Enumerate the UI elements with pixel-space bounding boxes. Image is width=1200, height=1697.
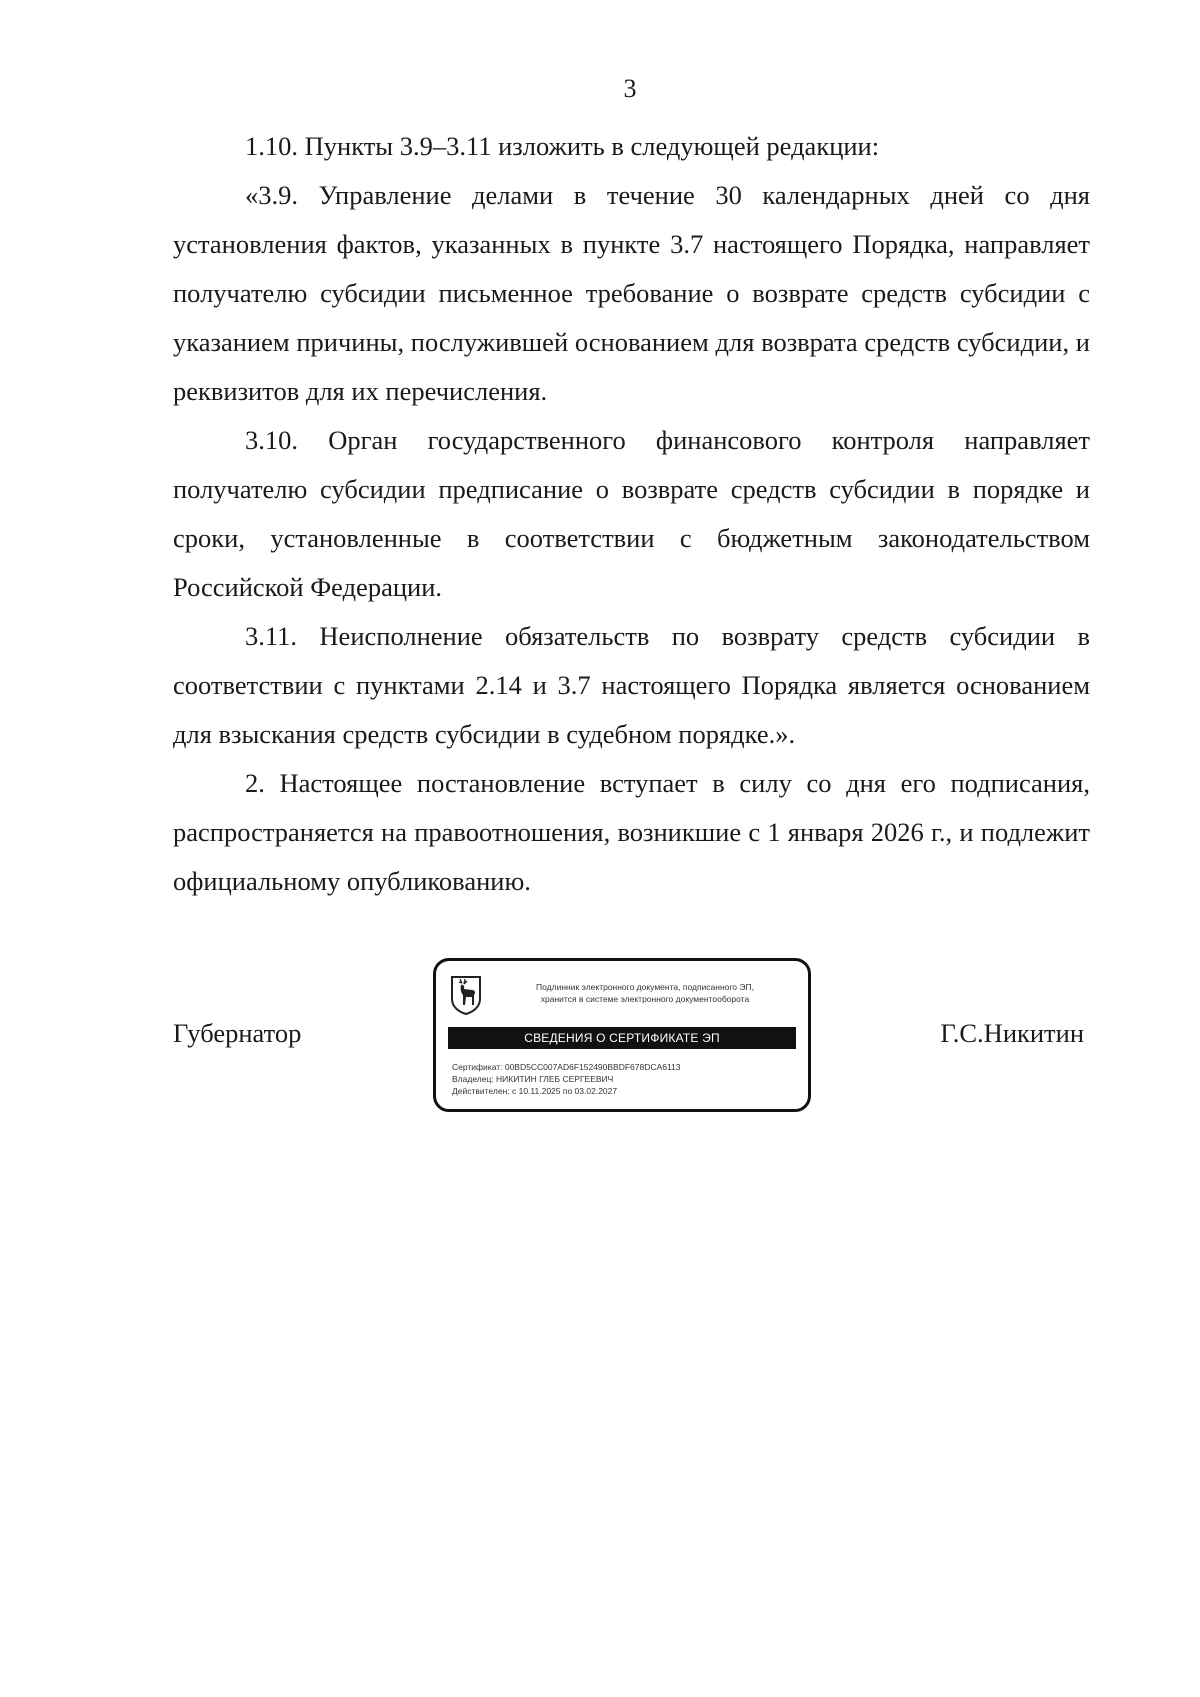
paragraph-3-11: 3.11. Неисполнение обязательств по возврату средств субсидии в соответствии с пунктами 2.14 и 3.7 настоящего Порядка является основанием для взыскания средств субсидии в судебном порядке.». [173,621,1090,749]
signer-name: Г.С.Никитин [940,1018,1084,1048]
stamp-validity: Действителен: с 10.11.2025 по 03.02.2027 [452,1086,618,1096]
stamp-certificate: Сертификат: 00BD5CC007AD6F152490BBDF678DCA6113 [452,1062,681,1072]
paragraph-1-10: 1.10. Пункты 3.9–3.11 изложить в следующей редакции: [245,131,880,161]
document-body [173,122,1090,906]
stamp-title: СВЕДЕНИЯ О СЕРТИФИКАТЕ ЭП [448,1027,796,1049]
signer-position: Губернатор [173,1018,302,1048]
deer-coat-of-arms-icon [450,975,482,1015]
stamp-details [452,1061,798,1097]
paragraph-3-9: «3.9. Управление делами в течение 30 календарных дней со дня установления фактов, указанных в пункте 3.7 настоящего Порядка, направляет получателю субсидии письменное требование о возврате средств субсидии с указанием причины, послужившей основанием для возврата средств субсидии, и реквизитов для их перечисления. [173,180,1090,406]
signature-block [173,958,1090,1120]
page-number: 3 [623,74,637,103]
stamp-owner: Владелец: НИКИТИН ГЛЕБ СЕРГЕЕВИЧ [452,1074,614,1084]
stamp-header-line-1: Подлинник электронного документа, подписанного ЭП, [536,982,754,992]
e-signature-stamp [433,958,811,1112]
paragraph-2-effective: 2. Настоящее постановление вступает в силу со дня его подписания, распространяется на правоотношения, возникшие с 1 января 2026 г., и подлежит официальному опубликованию. [173,768,1090,896]
stamp-header [492,981,798,1005]
paragraph-3-10: 3.10. Орган государственного финансового контроля направляет получателю субсидии предписание о возврате средств субсидии в порядке и сроки, установленные в соответствии с бюджетным законодательством Российской Федерации. [173,425,1090,602]
stamp-header-line-2: хранится в системе электронного документооборота [540,994,750,1004]
